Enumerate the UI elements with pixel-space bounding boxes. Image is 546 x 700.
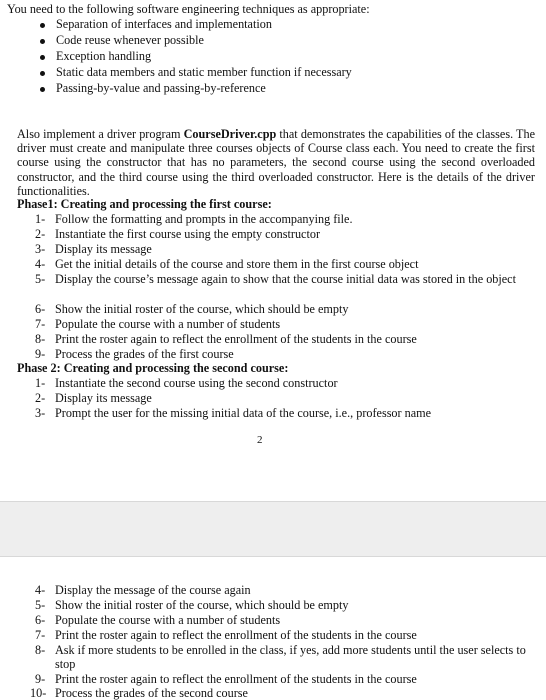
continued-item: Ask if more students to be enrolled in the class, if yes, add more students until the user selects to stop [55,643,526,672]
continued-item: Print the roster again to reflect the enrollment of the students in the course [55,672,417,686]
phase1-item: Get the initial details of the course and store them in the first course object [55,257,419,271]
phase1-item: Show the initial roster of the course, which should be empty [55,302,349,316]
continued-item: Show the initial roster of the course, which should be empty [55,598,349,612]
phase1-heading: Phase1: Creating and processing the first course: [17,197,272,211]
item-number: 5- [35,272,46,286]
item-number: 1- [35,376,46,390]
bullet-icon [40,55,45,60]
item-number: 1- [35,212,46,226]
item-number: 8- [35,332,46,346]
item-number: 8- [35,643,46,657]
item-number: 9- [35,672,46,686]
document-page-2 [0,557,546,700]
phase1-item: Instantiate the first course using the empty constructor [55,227,321,241]
item-number: 7- [35,317,46,331]
bullet-icon [40,23,45,28]
driver-paragraph [17,127,535,198]
item-number: 6- [35,613,46,627]
item-number: 4- [35,583,46,597]
item-number: 7- [35,628,46,642]
bullet-item: Static data members and static member function if necessary [56,65,352,79]
item-number: 2- [35,391,46,405]
page-number: 2 [257,434,263,446]
item-number: 5- [35,598,46,612]
item-number: 3- [35,242,46,256]
continued-item: Process the grades of the second course [55,686,248,700]
paragraph-text: that demonstrates the capabilities of the classes. The driver must create and manipulate three courses objects of Course class each. You need to create the first course using the constructor that has no parameters, the second course using the second overloaded constructor, and the third course using the third overloaded constructor. Here is the details of the driver functionalities. [17,127,535,198]
bullet-icon [40,39,45,44]
page-break [0,501,546,557]
bullet-item: Exception handling [56,49,152,63]
phase1-item: Populate the course with a number of students [55,317,281,331]
phase1-item: Follow the formatting and prompts in the accompanying file. [55,212,353,226]
bullet-item: Passing-by-value and passing-by-reference [56,81,266,95]
item-number: 9- [35,347,46,361]
bullet-icon [40,87,45,92]
phase2-item: Prompt the user for the missing initial data of the course, i.e., professor name [55,406,432,420]
phase2-heading: Phase 2: Creating and processing the second course: [17,361,289,375]
phase1-item: Process the grades of the first course [55,347,234,361]
phase1-item: Print the roster again to reflect the enrollment of the students in the course [55,332,417,346]
bullet-icon [40,71,45,76]
phase2-item: Display its message [55,391,152,405]
driver-filename: CourseDriver.cpp [183,127,277,141]
continued-item: Print the roster again to reflect the enrollment of the students in the course [55,628,417,642]
item-number: 3- [35,406,46,420]
bullet-item: Code reuse whenever possible [56,33,204,47]
item-number: 10- [30,686,47,700]
item-number: 6- [35,302,46,316]
paragraph-text: Also implement a driver program [17,127,184,141]
item-number: 2- [35,227,46,241]
continued-item: Populate the course with a number of students [55,613,281,627]
phase2-item: Instantiate the second course using the second constructor [55,376,338,390]
intro-line: You need to the following software engineering techniques as appropriate: [7,2,370,16]
item-number: 4- [35,257,46,271]
phase1-item: Display its message [55,242,152,256]
bullet-item: Separation of interfaces and implementation [56,17,272,31]
continued-item: Display the message of the course again [55,583,251,597]
phase1-item: Display the course’s message again to show that the course initial data was stored in the object [55,272,516,286]
